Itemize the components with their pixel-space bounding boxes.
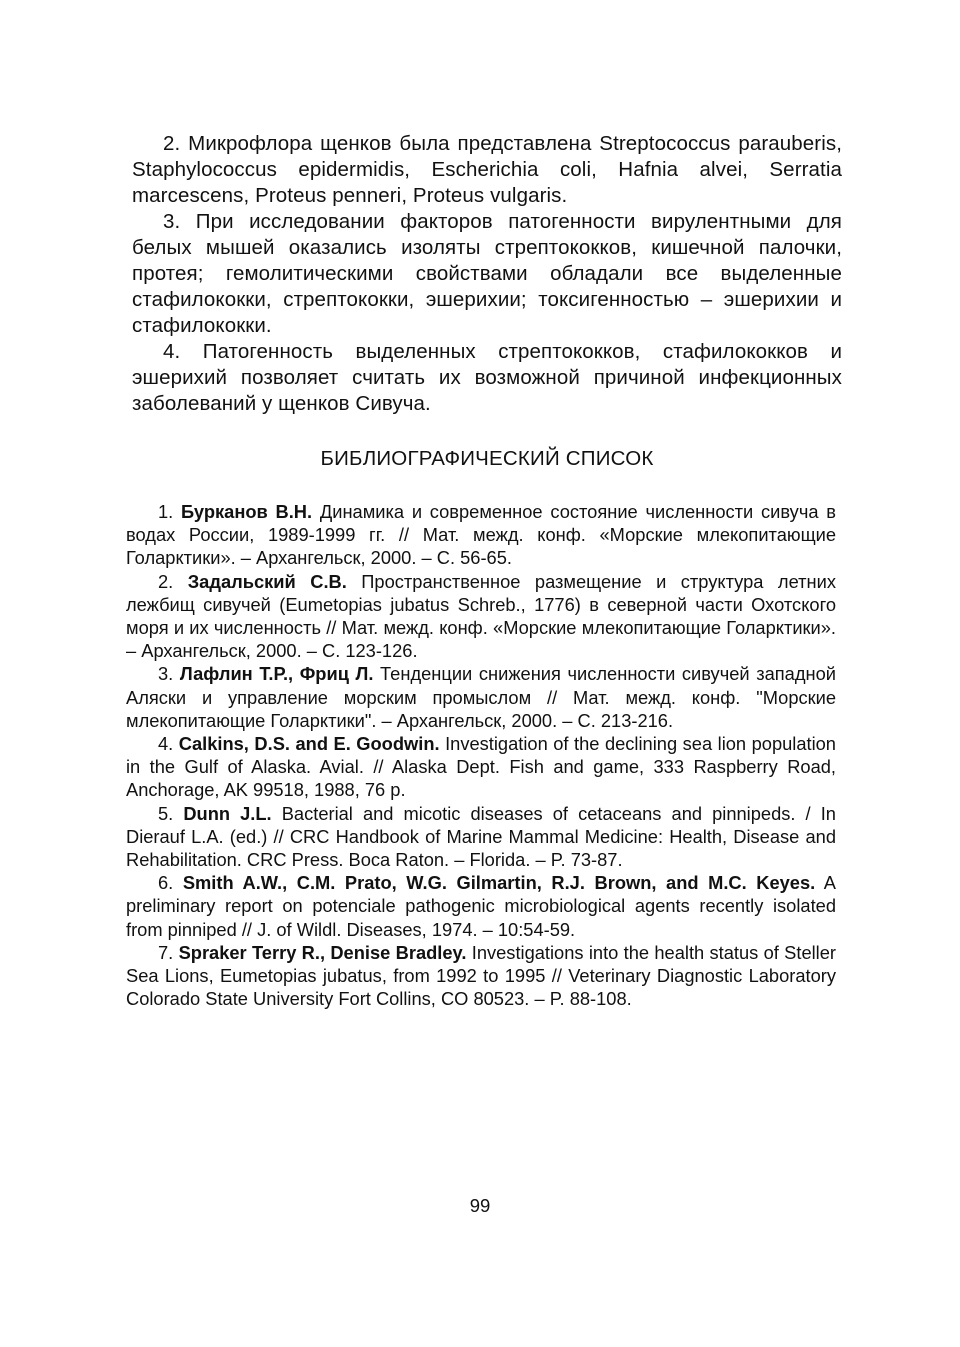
reference-text: Динамика и современное состояние численности сивуча в водах России, 1989-1999 гг. // Мат. межд. конф. «Морские млекопитающие Голарктики». – Архангельск, 2000. – С. 56-65. bbox=[126, 501, 836, 569]
bibliography-title: БИБЛИОГРАФИЧЕСКИЙ СПИСОК bbox=[320, 447, 654, 470]
conclusion-number: 2. bbox=[163, 132, 181, 155]
reference-item bbox=[126, 732, 836, 802]
reference-text: Bacterial and micotic diseases of cetaceans and pinnipeds. / In Dierauf L.A. (ed.) // CRC Handbook of Marine Mammal Medicine: Health, Disease and Rehabilitation. CRC Press. Boca Raton. – Florida. – P. 73-87. bbox=[126, 802, 836, 871]
reference-author: Лафлин Т.Р., Фриц Л. bbox=[179, 663, 374, 685]
reference-author: Smith A.W., C.M. Prato, W.G. Gilmartin, R.J. Brown, and M.C. Keyes. bbox=[182, 872, 816, 894]
reference-author: Spraker Terry R., Denise Bradley. bbox=[178, 941, 467, 963]
reference-author: Задальский С.В. bbox=[187, 570, 347, 592]
reference-number: 1. bbox=[158, 501, 174, 522]
conclusion-item-3 bbox=[132, 209, 842, 339]
page-number: 99 bbox=[469, 1195, 491, 1216]
conclusion-number: 3. bbox=[163, 210, 181, 233]
reference-list bbox=[126, 500, 836, 1010]
conclusion-text: Патогенность выделенных стрептококков, стафилококков и эшерихий позволяет считать их возможной причиной инфекционных заболеваний у щенков Сивуча. bbox=[132, 340, 843, 415]
conclusions-block bbox=[132, 131, 842, 417]
reference-number: 3. bbox=[158, 663, 174, 685]
reference-item bbox=[126, 941, 836, 1011]
conclusion-text: Микрофлора щенков была представлена Streptococcus parauberis, Staphylococcus epidermidis, Escherichia coli, Hafnia alvei, Serratia marcescens, Proteus penneri, Proteus vulgaris. bbox=[132, 132, 843, 207]
reference-item bbox=[126, 500, 836, 570]
reference-item bbox=[126, 570, 836, 663]
reference-number: 7. bbox=[158, 941, 174, 963]
conclusion-item-4 bbox=[132, 339, 842, 417]
reference-number: 5. bbox=[158, 802, 174, 824]
reference-number: 2. bbox=[158, 570, 174, 592]
conclusion-item-2 bbox=[132, 131, 842, 209]
reference-number: 6. bbox=[158, 872, 174, 894]
reference-item bbox=[126, 662, 836, 732]
reference-text: A preliminary report on potenciale pathogenic microbiological agents recently isolated from pinniped // J. of Wildl. Diseases, 1974. – 10:54-59. bbox=[126, 872, 836, 940]
reference-author: Бурканов В.Н. bbox=[181, 501, 313, 522]
reference-item bbox=[126, 802, 836, 872]
reference-text: Пространственное размещение и структура летних лежбищ сивучей (Eumetopias jubatus Schreb., 1776) в северной части Охотского моря и их численность // Мат. межд. конф. «Морские млекопитающие Голарктики». – Архангельск, 2000. – С. 123-126. bbox=[126, 570, 836, 662]
reference-text: Investigations into the health status of Steller Sea Lions, Eumetopias jubatus, from 1992 to 1995 // Veterinary Diagnostic Laboratory Colorado State University Fort Collins, CO 80523. – P. 88-108. bbox=[126, 941, 836, 1010]
reference-author: Calkins, D.S. and E. Goodwin. bbox=[178, 733, 440, 755]
reference-text: Тенденции снижения численности сивучей западной Аляски и управление морским промыслом // Мат. межд. конф. "Морские млекопитающие Голарктики". – Архангельск, 2000. – С. 213-216. bbox=[126, 663, 836, 731]
reference-author: Dunn J.L. bbox=[183, 802, 272, 824]
reference-text: Investigation of the declining sea lion population in the Gulf of Alaska. Avial. // Alaska Dept. Fish and game, 333 Raspberry Road, Anchorage, AK 99518, 1988, 76 p. bbox=[126, 733, 836, 801]
conclusion-text: При исследовании факторов патогенности вирулентными для белых мышей оказались изоляты стрептококков, кишечной палочки, протея; гемолитическими свойствами обладали все выделенные стафилококки, стрептококки, эшерихии; токсигенностью – эшерихии и стафилококки. bbox=[132, 210, 842, 337]
reference-item bbox=[126, 871, 836, 941]
conclusion-number: 4. bbox=[163, 340, 181, 363]
reference-number: 4. bbox=[158, 733, 174, 755]
